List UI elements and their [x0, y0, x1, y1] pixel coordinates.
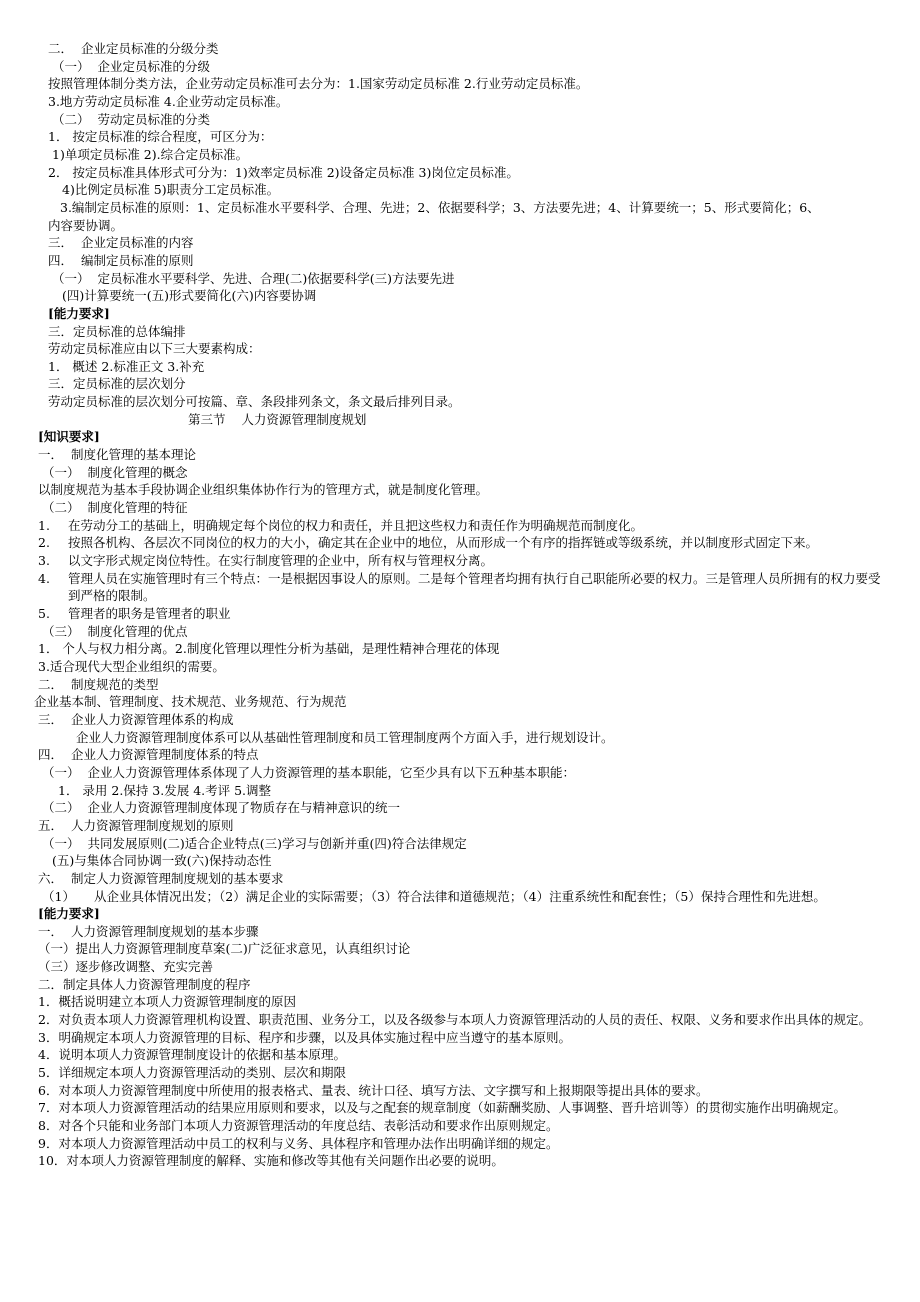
heading-2: 二． 企业定员标准的分级分类 — [48, 41, 219, 56]
paragraph: 劳动定员标准应由以下三大要素构成： — [48, 341, 261, 357]
paragraph: (五)与集体合同协调一致(六)保持动态性 — [52, 853, 272, 869]
paragraph: (四)计算要统一(五)形式要简化(六)内容要协调 — [62, 288, 317, 304]
heading-3: 三．定员标准的总体编排 — [48, 323, 186, 339]
paragraph: 2． 按定员标准具体形式可分为：1)效率定员标准 2)设备定员标准 3)岗位定员标准。 — [48, 164, 519, 180]
paragraph: 1． 个人与权力相分离。2.制度化管理以理性分析为基础，是理性精神合理花的体现 — [38, 641, 500, 657]
list-item — [0, 517, 920, 535]
paragraph: 4)比例定员标准 5)职责分工定员标准。 — [62, 182, 280, 198]
list-item — [0, 888, 920, 906]
heading-5: 五． 人力资源管理制度规划的原则 — [38, 817, 234, 833]
paragraph: 1．概括说明建立本项人力资源管理制度的原因 — [38, 994, 296, 1010]
list-number: 2. — [38, 535, 50, 551]
paragraph: （二） 企业人力资源管理制度体现了物质存在与精神意识的统一 — [42, 800, 400, 816]
paragraph: （一）提出人力资源管理制度草案(二)广泛征求意见，认真组织讨论 — [38, 941, 411, 957]
paragraph: 1． 录用 2.保持 3.发展 4.考评 5.调整 — [58, 782, 272, 798]
paragraph: 按照管理体制分类方法，企业劳动定员标准可去分为：1.国家劳动定员标准 2.行业劳动定员标准。 — [48, 76, 589, 92]
paragraph: 6．对本项人力资源管理制度中所使用的报表格式、量表、统计口径、填写方法、文字撰写和上报期限等提出具体的要求。 — [38, 1082, 709, 1098]
heading-3: 三． 企业人力资源管理体系的构成 — [38, 711, 234, 727]
paragraph: 5．详细规定本项人力资源管理活动的类别、层次和期限 — [38, 1065, 346, 1081]
list-item — [0, 605, 920, 623]
list-item — [0, 534, 920, 552]
heading-1: 一． 制度化管理的基本理论 — [38, 447, 196, 463]
list-text: 以文字形式规定岗位特性。在实行制度管理的企业中，所有权与管理权分离。 — [68, 553, 494, 569]
paragraph: （一） 企业人力资源管理体系体现了人力资源管理的基本职能，它至少具有以下五种基本职能： — [42, 764, 575, 780]
heading-2: 二． 制度规范的类型 — [38, 676, 159, 692]
section-label: [能力要求] — [48, 305, 110, 321]
paragraph: 7．对本项人力资源管理活动的结果应用原则和要求，以及与之配套的规章制度（如薪酬奖励、人事调整、晋升培训等）的贯彻实施作出明确规定。 — [38, 1100, 846, 1116]
paragraph: 2．对负责本项人力资源管理机构设置、职责范围、业务分工，以及各级参与本项人力资源管理活动的人员的责任、权限、义务和要求作出具体的规定。 — [38, 1012, 871, 1028]
section-label: [能力要求] — [38, 906, 100, 922]
paragraph: 1． 概述 2.标准正文 3.补充 — [48, 358, 205, 374]
paragraph: 9．对本项人力资源管理活动中员工的权利与义务、具体程序和管理办法作出明确详细的规定。 — [38, 1135, 559, 1151]
paragraph: 10．对本项人力资源管理制度的解释、实施和修改等其他有关问题作出必要的说明。 — [38, 1153, 504, 1169]
list-text: 按照各机构、各层次不同岗位的权力的大小，确定其在企业中的地位，从而形成一个有序的指挥链或等级系统，并以制度形式固定下来。 — [68, 535, 819, 551]
heading-6: 六． 制定人力资源管理制度规划的基本要求 — [38, 870, 284, 886]
list-text: 从企业具体情况出发；（2）满足企业的实际需要；（3）符合法律和道德规范；（4）注重系统性和配套性；（5）保持合理性和先进想。 — [94, 888, 826, 904]
heading-1: 一． 人力资源管理制度规划的基本步骤 — [38, 923, 259, 939]
paragraph: 4．说明本项人力资源管理制度设计的依据和基本原理。 — [38, 1047, 346, 1063]
paragraph: 3.适合现代大型企业组织的需要。 — [38, 658, 225, 674]
list-number: 1. — [38, 517, 50, 533]
heading-3: 三． 企业定员标准的内容 — [48, 235, 194, 251]
list-number: （1） — [42, 888, 75, 904]
heading-3: 三．定员标准的层次划分 — [48, 376, 186, 392]
list-item — [0, 570, 920, 605]
heading-4: 四． 编制定员标准的原则 — [48, 252, 194, 268]
subheading: （一） 企业定员标准的分级 — [52, 58, 210, 74]
paragraph: 3．明确规定本项人力资源管理的目标、程序和步骤，以及具体实施过程中应当遵守的基本原则。 — [38, 1029, 571, 1045]
paragraph: 1)单项定员标准 2).综合定员标准。 — [52, 146, 249, 162]
list-number: 5. — [38, 606, 50, 621]
list-text: 管理人员在实施管理时有三个特点：一是根据因事设人的原则。二是每个管理者均拥有执行自己职能所必要的权力。三是管理人员所拥有的权力要受到严格的限制。 — [68, 570, 881, 604]
section-label: [知识要求] — [38, 429, 100, 445]
subheading: （二） 劳动定员标准的分类 — [52, 111, 210, 127]
list-number: 4. — [38, 570, 50, 586]
paragraph: 3.编制定员标准的原则：1、定员标准水平要科学、合理、先进；2、依据要科学；3、方法要先进；4、计算要统一；5、形式要简化；6、 — [60, 199, 820, 215]
paragraph: 8．对各个只能和业务部门本项人力资源管理活动的年度总结、表彰活动和要求作出原则规定。 — [38, 1118, 559, 1134]
paragraph: （一） 共同发展原则(二)适合企业特点(三)学习与创新并重(四)符合法律规定 — [42, 835, 467, 851]
paragraph: 1． 按定员标准的综合程度，可区分为： — [48, 129, 273, 145]
list-item — [0, 552, 920, 570]
section-title: 第三节 人力资源管理制度规划 — [188, 411, 367, 427]
paragraph: （一） 定员标准水平要科学、先进、合理(二)依据要科学(三)方法要先进 — [52, 270, 455, 286]
heading-4: 四． 企业人力资源管理制度体系的特点 — [38, 747, 259, 763]
paragraph: （三）逐步修改调整、充实完善 — [38, 959, 214, 975]
list-text: 管理者的职务是管理者的职业 — [68, 606, 231, 621]
paragraph: 内容要协调。 — [48, 217, 124, 233]
paragraph: 3.地方劳动定员标准 4.企业劳动定员标准。 — [48, 93, 289, 109]
list-text: 在劳动分工的基础上，明确规定每个岗位的权力和责任，并且把这些权力和责任作为明确规范而制度化。 — [68, 517, 644, 533]
subheading: （二） 制度化管理的特征 — [42, 500, 188, 516]
paragraph: 劳动定员标准的层次划分可按篇、章、条段排列条文，条文最后排列目录。 — [48, 394, 461, 410]
paragraph: 企业基本制、管理制度、技术规范、业务规范、行为规范 — [34, 694, 347, 710]
subheading: （一） 制度化管理的概念 — [42, 464, 188, 480]
heading-2: 二．制定具体人力资源管理制度的程序 — [38, 976, 251, 992]
subheading: （三） 制度化管理的优点 — [42, 623, 188, 639]
list-number: 3. — [38, 553, 50, 569]
paragraph: 企业人力资源管理制度体系可以从基础性管理制度和员工管理制度两个方面入手，进行规划设计。 — [76, 729, 614, 745]
paragraph: 以制度规范为基本手段协调企业组织集体协作行为的管理方式，就是制度化管理。 — [38, 482, 489, 498]
document-page — [0, 40, 920, 1170]
